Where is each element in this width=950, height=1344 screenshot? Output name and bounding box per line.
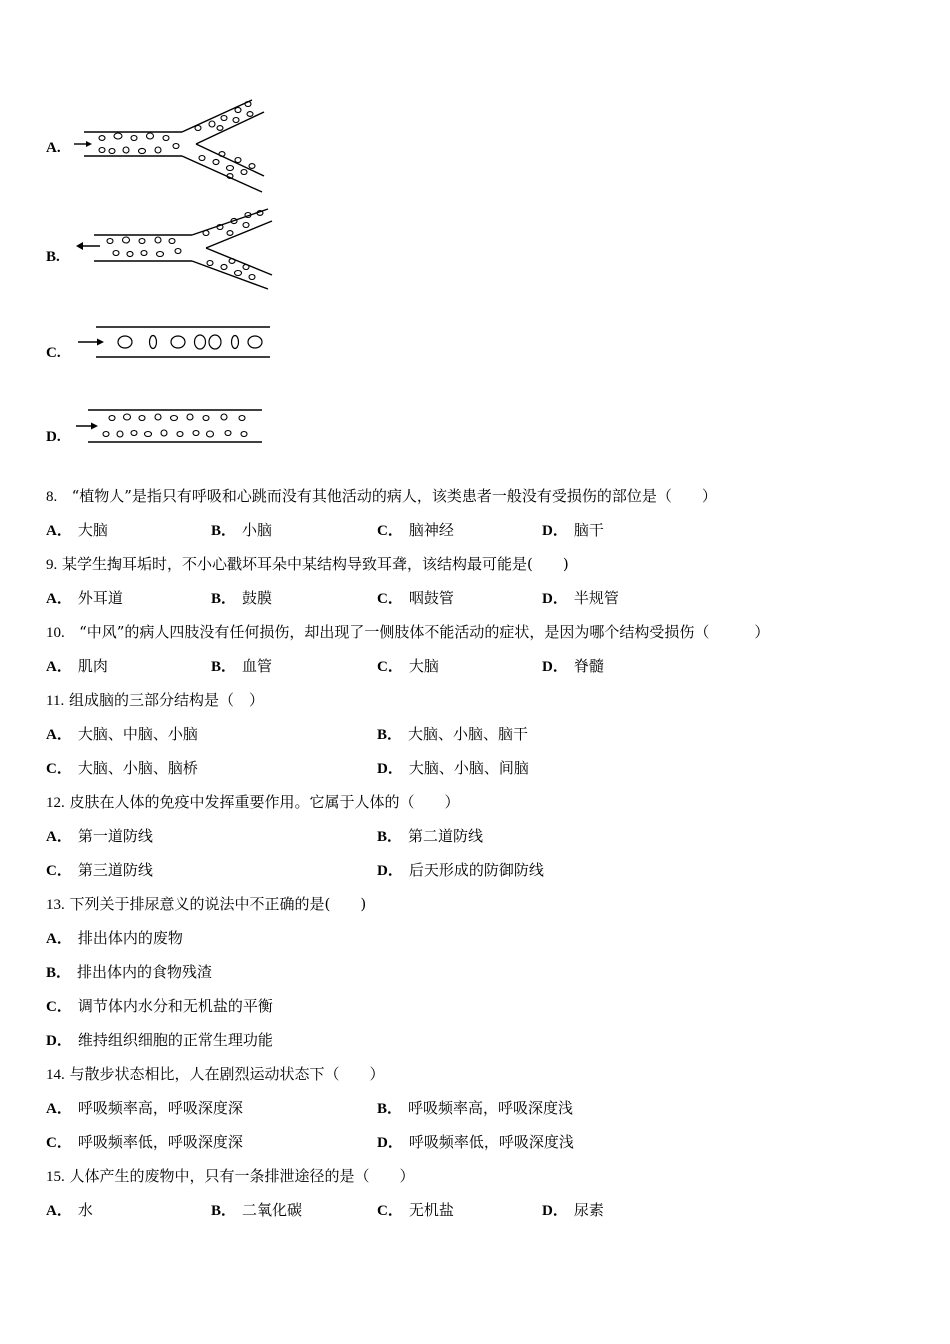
vessel-diagram-c: [72, 318, 277, 366]
q14-option-d[interactable]: D． 呼吸频率低，呼吸深度浅: [377, 1133, 574, 1151]
question-number: 13.: [46, 897, 65, 913]
arrow-icon: [78, 339, 104, 346]
q9-option-a[interactable]: A． 外耳道: [46, 589, 123, 607]
figure-option-d-label: D.: [46, 429, 61, 445]
arrow-icon: [76, 423, 98, 430]
question-12: [46, 792, 460, 813]
q10-option-c[interactable]: C． 大脑: [377, 657, 439, 675]
q15-option-d[interactable]: D． 尿素: [542, 1201, 604, 1219]
blood-cells: [99, 102, 255, 179]
question-number: 10.: [46, 625, 65, 641]
question-number: 8.: [46, 489, 58, 505]
q12-option-c[interactable]: C． 第三道防线: [46, 861, 153, 879]
q14-option-b[interactable]: B． 呼吸频率高，呼吸深度浅: [377, 1099, 574, 1117]
q9-option-b[interactable]: B． 鼓膜: [211, 589, 273, 607]
q9-option-c[interactable]: C． 咽鼓管: [377, 589, 454, 607]
question-stem: 下列关于排尿意义的说法中不正确的是( ): [69, 895, 367, 913]
question-stem: “中风”的病人四肢没有任何损伤，却出现了一侧肢体不能活动的症状，是因为哪个结构受损伤（ ）: [79, 623, 770, 641]
q9-option-d[interactable]: D． 半规管: [542, 589, 619, 607]
q13-option-d[interactable]: D． 维持组织细胞的正常生理功能: [46, 1031, 273, 1049]
arrow-icon: [74, 141, 92, 147]
question-stem: 组成脑的三部分结构是（ ）: [68, 691, 264, 709]
vessel-diagram-d: [72, 405, 272, 447]
figure-option-c-label: C.: [46, 345, 61, 361]
question-11: [46, 690, 264, 711]
q13-option-b[interactable]: B． 排出体内的食物残渣: [46, 963, 213, 981]
question-number: 14.: [46, 1067, 65, 1083]
question-8: [46, 486, 717, 507]
question-10: [46, 622, 769, 643]
question-9: [46, 554, 569, 575]
q11-option-a[interactable]: A． 大脑、中脑、小脑: [46, 725, 198, 743]
q8-option-b[interactable]: B． 小脑: [211, 521, 273, 539]
q11-option-c[interactable]: C． 大脑、小脑、脑桥: [46, 759, 198, 777]
q15-option-a[interactable]: A． 水: [46, 1201, 93, 1219]
q13-option-a[interactable]: A． 排出体内的废物: [46, 929, 183, 947]
figure-option-b-label: B.: [46, 249, 60, 265]
question-14: [46, 1064, 385, 1085]
blood-cells: [118, 335, 262, 349]
vessel-diagram-a: [72, 96, 272, 196]
q12-option-a[interactable]: A． 第一道防线: [46, 827, 153, 845]
question-stem: 皮肤在人体的免疫中发挥重要作用。它属于人体的（ ）: [69, 793, 460, 811]
q12-option-d[interactable]: D． 后天形成的防御防线: [377, 861, 544, 879]
q10-option-b[interactable]: B． 血管: [211, 657, 273, 675]
question-number: 15.: [46, 1169, 65, 1185]
q12-option-b[interactable]: B． 第二道防线: [377, 827, 484, 845]
q8-option-c[interactable]: C． 脑神经: [377, 521, 454, 539]
q10-option-d[interactable]: D． 脊髓: [542, 657, 604, 675]
q8-option-a[interactable]: A． 大脑: [46, 521, 108, 539]
q15-option-c[interactable]: C． 无机盐: [377, 1201, 454, 1219]
q14-option-c[interactable]: C． 呼吸频率低，呼吸深度深: [46, 1133, 243, 1151]
q13-option-c[interactable]: C． 调节体内水分和无机盐的平衡: [46, 997, 273, 1015]
arrow-icon: [76, 242, 100, 250]
question-number: 9.: [46, 557, 58, 573]
figure-option-a-label: A.: [46, 140, 61, 156]
q10-option-a[interactable]: A． 肌肉: [46, 657, 108, 675]
question-number: 11.: [46, 693, 65, 709]
question-stem: “植物人”是指只有呼吸和心跳而没有其他活动的病人，该类患者一般没有受损伤的部位是（ ）: [71, 487, 717, 505]
question-13: [46, 894, 366, 915]
q11-option-d[interactable]: D． 大脑、小脑、间脑: [377, 759, 529, 777]
q8-option-d[interactable]: D． 脑干: [542, 521, 604, 539]
q15-option-b[interactable]: B． 二氧化碳: [211, 1201, 303, 1219]
blood-cells: [107, 211, 263, 280]
question-stem: 某学生掏耳垢时，不小心戳坏耳朵中某结构导致耳聋，该结构最可能是( ): [62, 555, 569, 573]
vessel-diagram-b: [72, 205, 277, 295]
question-stem: 人体产生的废物中，只有一条排泄途径的是（ ）: [69, 1167, 415, 1185]
blood-cells: [103, 414, 247, 437]
question-15: [46, 1166, 415, 1187]
question-stem: 与散步状态相比，人在剧烈运动状态下（ ）: [69, 1065, 385, 1083]
q14-option-a[interactable]: A． 呼吸频率高，呼吸深度深: [46, 1099, 243, 1117]
question-number: 12.: [46, 795, 65, 811]
q11-option-b[interactable]: B． 大脑、小脑、脑干: [377, 725, 529, 743]
